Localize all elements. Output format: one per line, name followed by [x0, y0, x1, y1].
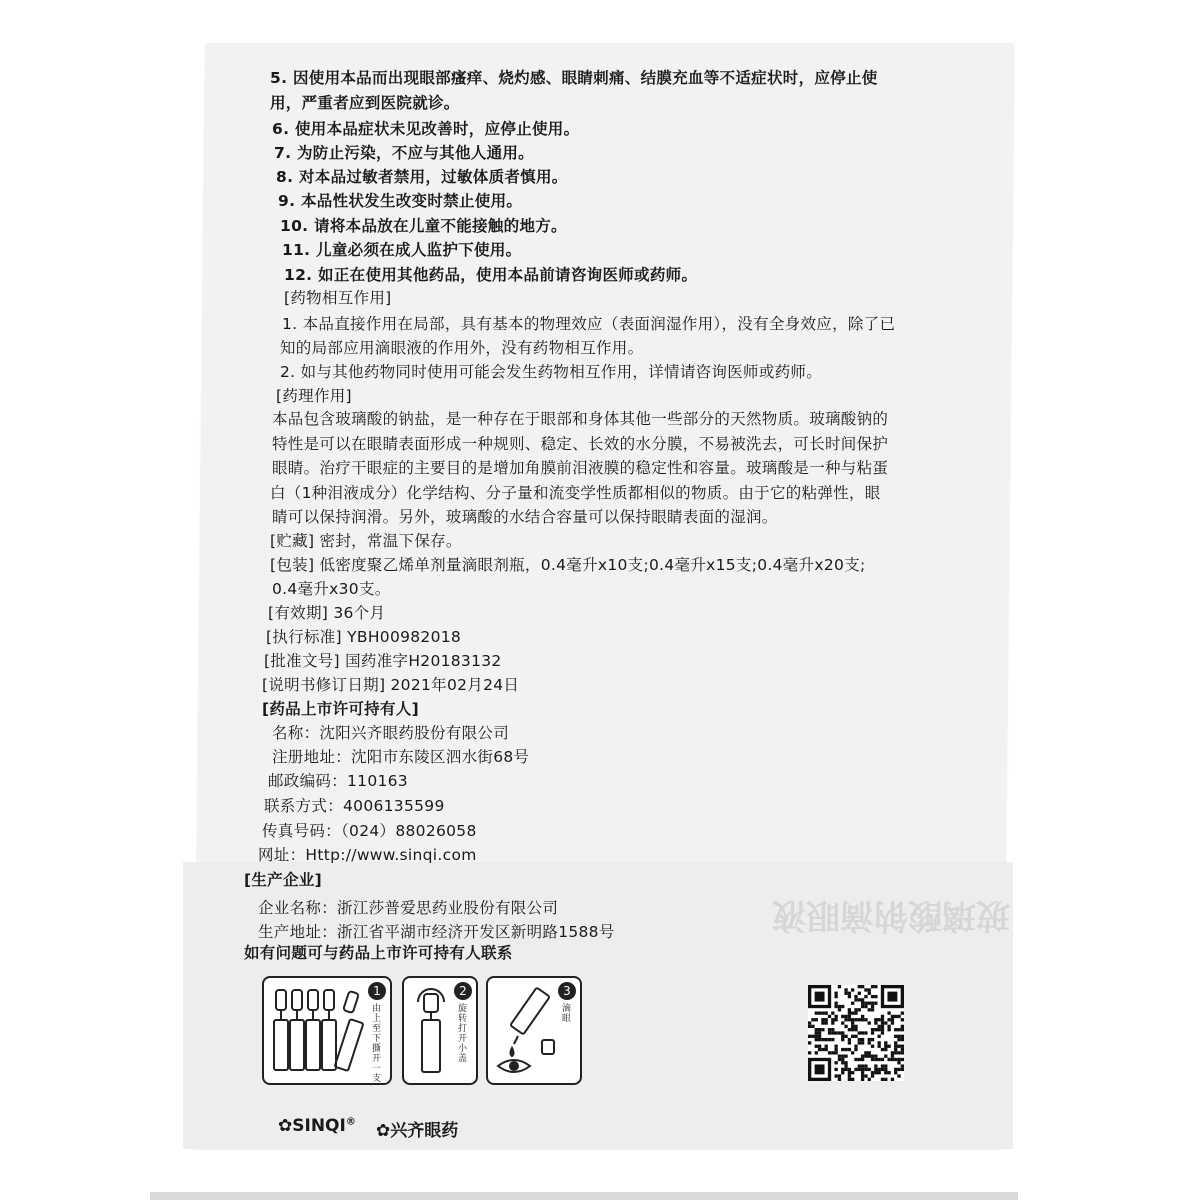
- leaflet-line: [包装] 低密度聚乙烯单剂量滴眼剂瓶，0.4毫升x10支;0.4毫升x15支;0.4毫升x20支;: [270, 556, 866, 574]
- page-edge-strip: [150, 1192, 1018, 1200]
- leaflet-line: 注册地址：沈阳市东陵区泗水街68号: [272, 748, 530, 766]
- leaflet-line: 6. 使用本品症状未见改善时，应停止使用。: [272, 120, 580, 138]
- sinqi-chinese-logo-text: 兴齐眼药: [390, 1121, 459, 1141]
- leaflet-line: 企业名称：浙江莎普爱思药业股份有限公司: [258, 899, 559, 917]
- step-caption: 旋转打开小盖: [458, 1004, 468, 1064]
- leaflet-line: 11. 儿童必须在成人监护下使用。: [282, 241, 522, 259]
- leaflet-line: [药品上市许可持有人]: [262, 700, 419, 718]
- leaflet-line: [生产企业]: [244, 871, 322, 889]
- sinqi-chinese-logo: [376, 1116, 458, 1141]
- leaflet-line: 联系方式：4006135599: [264, 797, 445, 815]
- leaflet-line: [有效期] 36个月: [268, 604, 386, 622]
- leaflet-line: 1. 本品直接作用在局部，具有基本的物理效应（表面润湿作用），没有全身效应，除了已: [282, 315, 896, 333]
- leaflet-line: 7. 为防止污染，不应与其他人通用。: [274, 144, 534, 162]
- bleed-through-title: 玻璃酸钠滴眼液: [772, 895, 1010, 935]
- leaflet-line: 名称：沈阳兴齐眼药股份有限公司: [272, 724, 510, 742]
- step-number: 3: [558, 982, 576, 1000]
- leaflet-line: 白（1种泪液成分）化学结构、分子量和流变学性质都相似的物质。由于它的粘弹性，眼: [270, 484, 881, 502]
- qr-code: [808, 985, 904, 1081]
- leaflet-line: [药物相互作用]: [284, 289, 392, 307]
- leaflet-line: 睛可以保持润滑。另外，玻璃酸的水结合容量可以保持眼睛表面的湿润。: [272, 508, 778, 526]
- leaflet-line: 10. 请将本品放在儿童不能接触的地方。: [280, 217, 567, 235]
- leaflet-line: 特性是可以在眼睛表面形成一种规则、稳定、长效的水分膜，不易被洗去，可长时间保护: [272, 435, 889, 453]
- leaflet-line: [药理作用]: [276, 387, 352, 405]
- leaflet-line: 用，严重者应到医院就诊。: [270, 94, 460, 112]
- leaflet-line: 眼睛。治疗干眼症的主要目的是增加角膜前泪液膜的稳定性和容量。玻璃酸是一种与粘蛋: [272, 459, 889, 477]
- registered-mark: ®: [345, 1116, 356, 1128]
- leaflet-line: 本品包含玻璃酸的钠盐，是一种存在于眼部和身体其他一些部分的天然物质。玻璃酸钠的: [272, 410, 889, 428]
- leaflet-line: [贮藏] 密封，常温下保存。: [270, 532, 462, 550]
- flower-icon: ✿: [376, 1121, 391, 1141]
- leaflet-line: 邮政编码：110163: [268, 772, 408, 790]
- sinqi-logo-text: SINQI: [292, 1116, 346, 1136]
- flower-icon: ✿: [278, 1116, 293, 1136]
- step-caption: 由上至下撕开一支: [372, 1004, 382, 1084]
- leaflet-line: 网址：Http://www.sinqi.com: [258, 846, 477, 864]
- leaflet-line: 如有问题可与药品上市许可持有人联系: [244, 944, 513, 962]
- leaflet-line: 2. 如与其他药物同时使用可能会发生药物相互作用，详情请咨询医师或药师。: [280, 363, 823, 381]
- step-number: 2: [454, 982, 472, 1000]
- step-panel-1: [262, 976, 392, 1085]
- step-number: 1: [368, 982, 386, 1000]
- eye-drop-icon: [492, 980, 564, 1080]
- leaflet-line: [说明书修订日期] 2021年02月24日: [262, 676, 520, 694]
- open-cap-icon: [408, 980, 458, 1080]
- ampoule-strip-icon: [268, 980, 368, 1080]
- leaflet-line: 12. 如正在使用其他药品，使用本品前请咨询医师或药师。: [284, 266, 698, 284]
- leaflet-line: 知的局部应用滴眼液的作用外，没有药物相互作用。: [280, 339, 644, 357]
- step-panel-2: [402, 976, 478, 1085]
- leaflet-line: 8. 对本品过敏者禁用，过敏体质者慎用。: [276, 168, 568, 186]
- leaflet-line: 生产地址：浙江省平湖市经济开发区新明路1588号: [258, 923, 615, 941]
- leaflet-line: 传真号码：（024）88026058: [262, 822, 477, 840]
- step-caption: 滴眼: [562, 1004, 572, 1024]
- leaflet-line: 9. 本品性状发生改变时禁止使用。: [278, 192, 523, 210]
- step-panel-3: [486, 976, 582, 1085]
- leaflet-line: [执行标准] YBH00982018: [266, 628, 462, 646]
- leaflet-line: 0.4毫升x30支。: [272, 580, 391, 598]
- leaflet-line: 5. 因使用本品而出现眼部瘙痒、烧灼感、眼睛刺痛、结膜充血等不适症状时，应停止使: [270, 69, 878, 87]
- leaflet-line: [批准文号] 国药准字H20183132: [264, 652, 502, 670]
- sinqi-logo: [278, 1116, 356, 1136]
